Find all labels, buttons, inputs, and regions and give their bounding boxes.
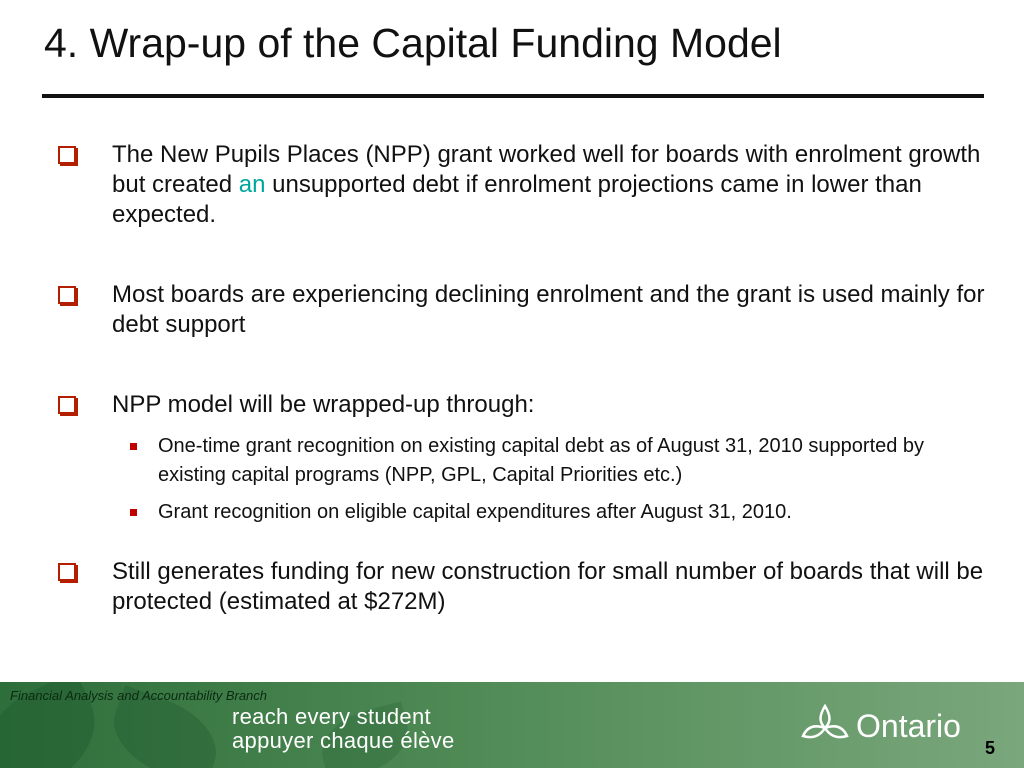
bullet-npp-grant: [55, 140, 985, 230]
sub-bullet-list: [55, 432, 985, 527]
sub-bullet-one-time: [55, 432, 985, 490]
sub-bullet-eligible: [55, 498, 985, 527]
slide-content: [55, 140, 985, 617]
bullet-text-1b: unsupported debt if enrolment projections came in lower than expected.: [112, 171, 922, 228]
page-number: 5: [985, 738, 996, 758]
bullet-text-3: NPP model will be wrapped-up through:: [112, 391, 535, 418]
bullet-new-construction: [55, 557, 985, 617]
trillium-icon: [800, 702, 850, 752]
footer-band: [0, 682, 1024, 768]
sub-bullet-square-icon: [130, 443, 137, 450]
branch-name: Financial Analysis and Accountability Branch: [10, 688, 268, 703]
slide-title: 4. Wrap-up of the Capital Funding Model: [44, 20, 782, 66]
bullet-declining-enrolment: [55, 280, 985, 340]
bullet-wrap-up: [55, 390, 985, 420]
title-rule: [42, 94, 984, 98]
tagline-english: reach every student: [232, 704, 431, 729]
logo-text: Ontario: [856, 708, 961, 744]
bullet-text-1-accent: an: [238, 171, 266, 198]
bullet-box-icon: [58, 146, 76, 164]
bullet-text-4: Still generates funding for new construction for small number of boards that will be protected (estimated at $272M): [112, 558, 984, 615]
tagline-french: appuyer chaque élève: [232, 728, 455, 753]
sub-bullet-square-icon: [130, 509, 137, 516]
bullet-text-1a: The New Pupils Places (NPP) grant worked well for boards with enrolment growth but created: [112, 141, 981, 198]
sub-bullet-text-1: One-time grant recognition on existing capital debt as of August 31, 2010 supported by existing capital programs (NPP, GPL, Capital Priorities etc.): [158, 435, 925, 486]
bullet-box-icon: [58, 286, 76, 304]
sub-bullet-text-2: Grant recognition on eligible capital expenditures after August 31, 2010.: [158, 501, 792, 523]
ontario-logo: [800, 700, 960, 750]
bullet-text-2: Most boards are experiencing declining enrolment and the grant is used mainly for debt support: [112, 281, 985, 338]
bullet-box-icon: [58, 563, 76, 581]
bullet-box-icon: [58, 396, 76, 414]
